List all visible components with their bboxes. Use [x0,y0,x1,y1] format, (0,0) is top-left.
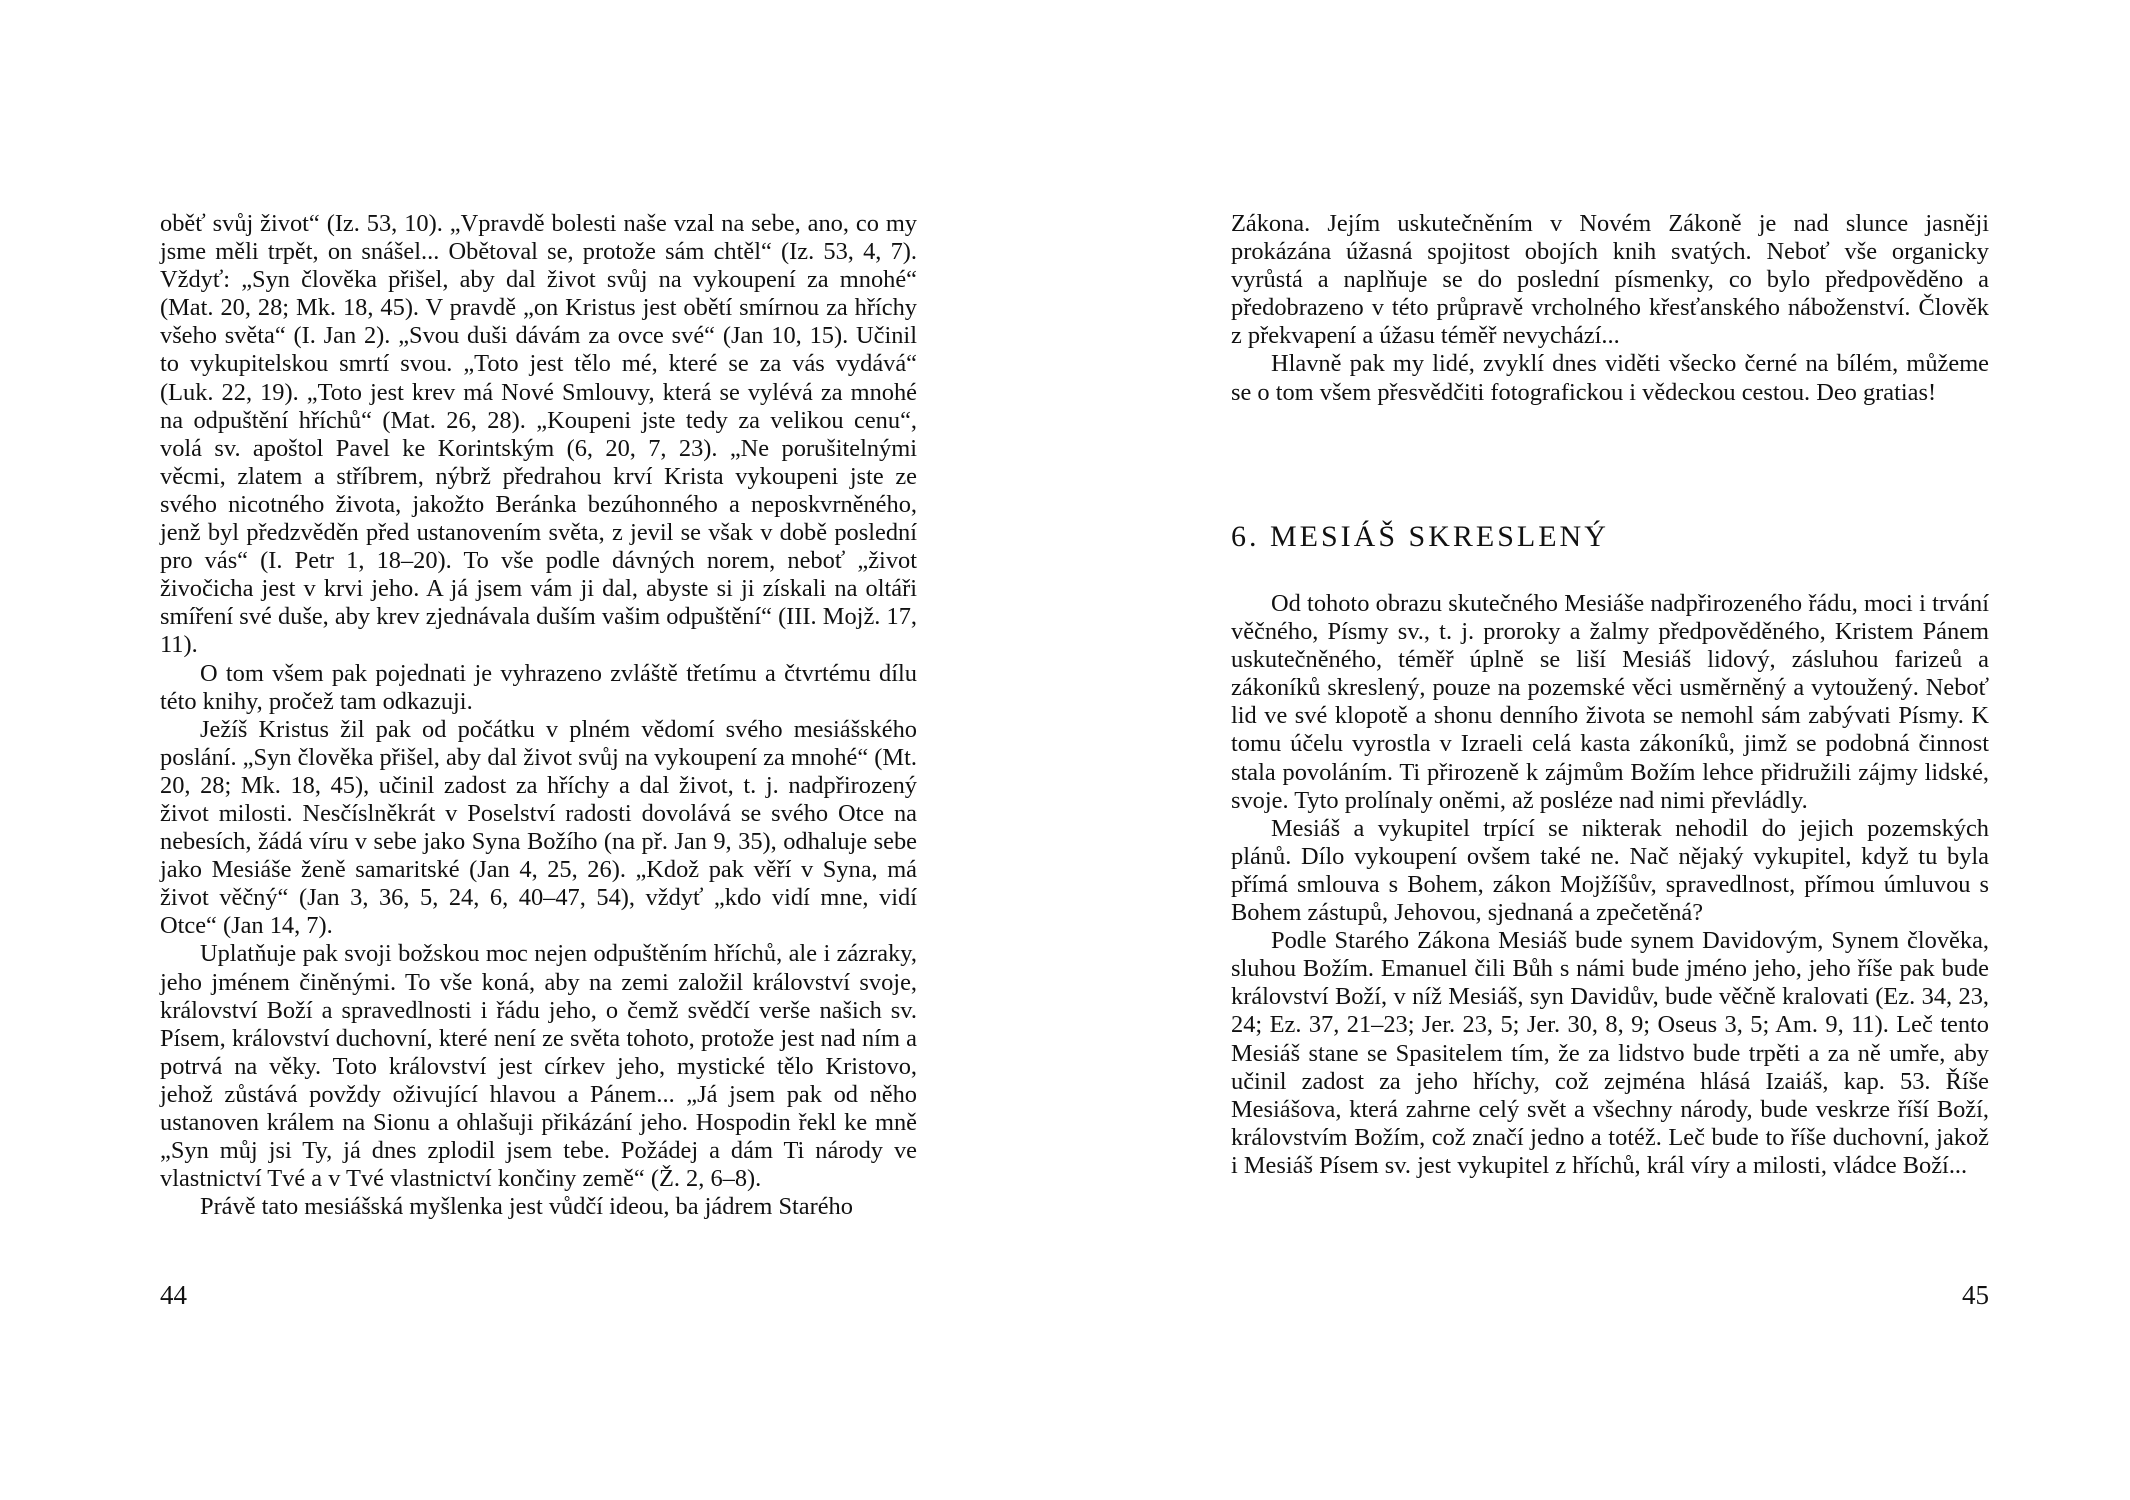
right-page-intro-text [1231,210,1989,407]
paragraph: Od tohoto obrazu skutečného Mesiáše nadpřirozeného řádu, moci i trvání věčného, Písmy sv., t. j. proroky a žalmy předpověděného, Kristem Pánem uskutečněného, téměř úplně se liší Mesiáš lidový, zásluhou farizeů a zákoníků skreslený, pouze na pozemské věci usměrněný a vytoužený. Neboť lid ve své klopotě a shonu denního života se nemohl sám zabývati Písmy. K tomu účelu vyrostla v Izraeli celá kasta zákoníků, jimž se podobná činnost stala povoláním. Ti přirozeně k zájmům Božím lehce přidružili zájmy lidské, svoje. Tyto prolínaly oněmi, až posléze nad nimi převládly. [1231,590,1989,814]
paragraph: Mesiáš a vykupitel trpící se nikterak nehodil do jejich pozemských plánů. Dílo vykoupení ovšem také ne. Nač nějaký vykupitel, když tu byla přímá smlouva s Bohem, zákon Mojžíšův, spravedlnost, přímou úmluvou s Bohem zástupů, Jehovou, sjednaná a zpečetěná? [1231,814,1989,927]
paragraph: oběť svůj život“ (Iz. 53, 10). „Vpravdě bolesti naše vzal na sebe, ano, co my jsme měli trpět, on snášel... Obětoval se, protože sám chtěl“ (Iz. 53, 4, 7). Vždyť: „Syn člověka přišel, aby dal život svůj na vykoupení za mnohé“ (Mat. 20, 28; Mk. 18, 45). V pravdě „on Kristus jest obětí smírnou za hříchy všeho světa“ (I. Jan 2). „Svou duši dávám za ovce své“ (Jan 10, 15). Učinil to vykupitelskou smrtí svou. „Toto jest tělo mé, které se za vás vydává“ (Luk. 22, 19). „Toto jest krev má Nové Smlouvy, která se vylévá za mnohé na odpuštění hříchů“ (Mat. 26, 28). „Koupeni jste tedy za velikou cenu“, volá sv. apoštol Pavel ke Korintským (6, 20, 7, 23). „Ne porušitelnými věcmi, zlatem a stříbrem, nýbrž předrahou krví Krista vykoupeni jste ze svého nicotného života, jakožto Beránka bezúhonného a neposkvrněného, jenž byl předzvěděn před ustanovením světa, z jevil se však v době poslední pro vás“ (I. Petr 1, 18–20). To vše podle dávných norem, neboť „život živočicha jest v krvi jeho. A já jsem vám ji dal, abyste si ji získali na oltáři smíření své duše, aby krev zjednávala duším vašim odpuštění“ (III. Mojž. 17, 11). [160,210,917,659]
paragraph: Uplatňuje pak svoji božskou moc nejen odpuštěním hříchů, ale i zázraky, jeho jménem činěnými. To vše koná, aby na zemi založil království svoje, království Boží a spravedlnosti i řádu jeho, o čemž svědčí verše našich sv. Písem, království duchovní, které není ze světa tohoto, protože jest nad ním a potrvá na věky. Toto království jest církev jeho, mystické tělo Kristovo, jehož zůstává povždy oživující hlavou a Pánem... „Já jsem pak od něho ustanoven králem na Sionu a ohlašuji přikázání jeho. Hospodin řekl ke mně „Syn můj jsi Ty, já dnes zplodil jsem tebe. Požádej a dám Ti národy ve vlastnictví Tvé a v Tvé vlastnictví končiny země“ (Ž. 2, 6–8). [160,940,917,1193]
paragraph: Ježíš Kristus žil pak od počátku v plném vědomí svého mesiášského poslání. „Syn člověka přišel, aby dal život svůj na vykoupení za mnohé“ (Mt. 20, 28; Mk. 18, 45), učinil zadost za hříchy a dal život, t. j. nadpřirozený život milosti. Nesčíslněkrát v Poselství radosti dovolává se svého Otce na nebesích, žádá víru v sebe jako Syna Božího (na př. Jan 9, 35), odhaluje sebe jako Mesiáše ženě samaritské (Jan 4, 25, 26). „Kdož pak věří v Syna, má život věčný“ (Jan 3, 36, 5, 24, 6, 40–47, 54), vždyť „kdo vidí mne, vidí Otce“ (Jan 14, 7). [160,715,917,940]
chapter-heading: 6. MESIÁŠ SKRESLENÝ [1231,520,1609,553]
right-page [1065,0,2130,1500]
paragraph: Právě tato mesiášská myšlenka jest vůdčí ideou, ba jádrem Starého [200,1193,853,1221]
paragraph: O tom všem pak pojednati je vyhrazeno zvláště třetímu a čtvrtému dílu této knihy, pročež tam odkazuji. [160,659,917,715]
paragraph: Zákona. Jejím uskutečněním v Novém Zákoně je nad slunce jasněji prokázána úžasná spojitost obojích knih svatých. Neboť vše organicky vyrůstá a naplňuje se do poslední písmenky, co bylo předpověděno a předobrazeno v této průpravě vrcholného křesťanského náboženství. Člověk z překvapení a úžasu téměř nevychází... [1231,210,1989,350]
left-page-text [160,210,917,1221]
page-number: 44 [160,1280,187,1310]
paragraph: Hlavně pak my lidé, zvyklí dnes viděti všecko černé na bílém, můžeme se o tom všem přesvědčiti fotografickou i vědeckou cestou. Deo gratias! [1231,350,1989,406]
page-number: 45 [1962,1280,1989,1310]
chapter-body-text [1231,590,1989,1180]
paragraph: Podle Starého Zákona Mesiáš bude synem Davidovým, Synem člověka, sluhou Božím. Emanuel čili Bůh s námi bude jméno jeho, jeho říše pak bude království Boží, v níž Mesiáš, syn Davidův, bude věčně kralovati (Ez. 34, 23, 24; Ez. 37, 21–23; Jer. 23, 5; Jer. 30, 8, 9; Oseus 3, 5; Am. 9, 11). Leč tento Mesiáš stane se Spasitelem tím, že za lidstvo bude trpěti a za ně umře, aby učinil zadost za jeho hříchy, což zejména hlásá Izaiáš, kap. 53. Říše Mesiášova, která zahrne celý svět a všechny národy, bude veskrze říší Boží, královstvím Božím, což značí jedno a totéž. Leč bude to říše duchovní, jakož i Mesiáš Písem sv. jest vykupitel z hříchů, král víry a milosti, vládce Boží... [1231,927,1989,1179]
